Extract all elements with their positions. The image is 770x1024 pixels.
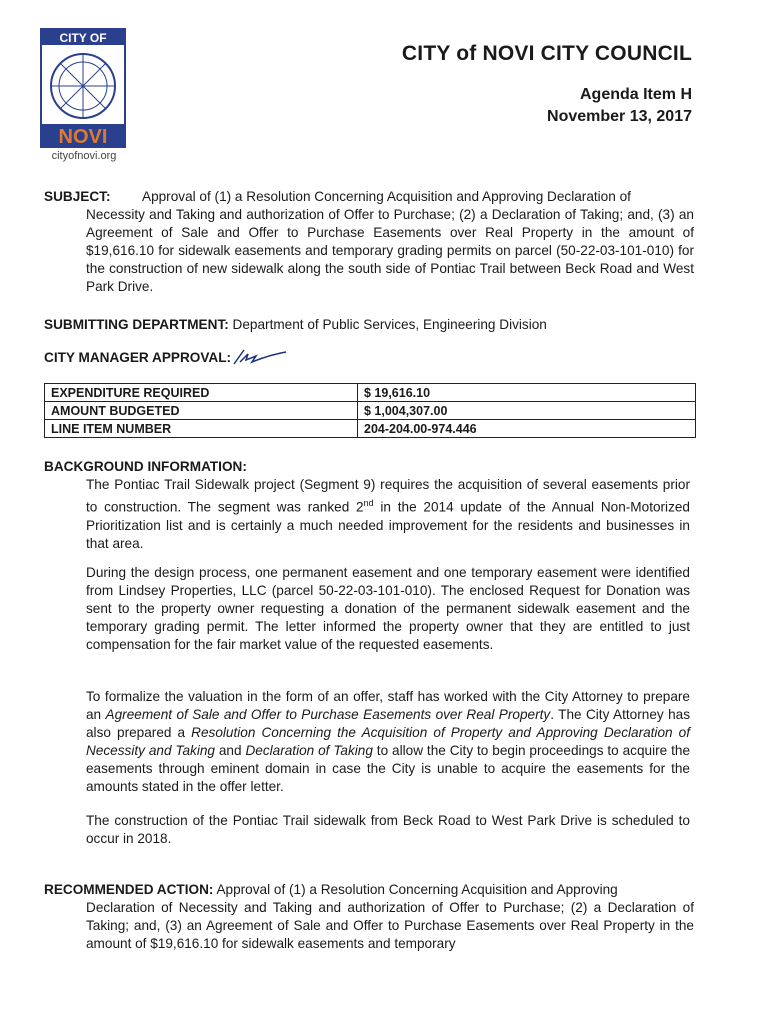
signature-icon — [230, 344, 290, 370]
table-cell-label: LINE ITEM NUMBER — [45, 420, 358, 438]
background-paragraph-4: The construction of the Pontiac Trail sidewalk from Beck Road to West Park Drive is scheduled to occur in 2018. — [86, 813, 690, 846]
city-seal-icon — [40, 28, 126, 148]
logo-top-text: CITY OF — [59, 31, 107, 45]
logo-bottom-text: NOVI — [58, 126, 108, 148]
subject-text: Necessity and Taking and authorization of Offer to Purchase; (2) a Declaration of Taking; and, (3) an Agreement of Sale and Offer to Purchase Easements over Real Property in the amount of $19,616.10 for sidewalk easements and temporary grading permits on parcel (50-22-03-101-010) for the construction of new sidewalk along the south side of Pontiac Trail between Beck Road and West Park Drive. — [86, 207, 694, 294]
p3-text-c: and — [214, 743, 246, 758]
recommended-text: Declaration of Necessity and Taking and authorization of Offer to Purchase; (2) a Declaration of Taking; and, (3) an Agreement of Sale and Offer to Purchase Easements over Real Property in the amount of $19,616.10 for sidewalk easements and temporary — [86, 900, 694, 951]
city-logo — [40, 28, 126, 148]
table-cell-value: $ 1,004,307.00 — [358, 402, 696, 420]
p3-text-a: To formalize the valuation in the form of an offer, staff has worked with the City Attorney to prepare an — [86, 689, 690, 722]
recommended-first-line: Approval of (1) a Resolution Concerning Acquisition and Approving — [216, 882, 618, 897]
p1-superscript: nd — [363, 498, 374, 508]
city-manager-approval — [44, 350, 694, 365]
p3-text-d: to allow the City to begin proceedings to acquire the easements through eminent domain in case the City is unable to acquire the easements for the amounts stated in the offer letter. — [86, 743, 691, 794]
page-title: CITY of NOVI CITY COUNCIL — [401, 42, 692, 65]
recommended-action — [44, 881, 694, 953]
p1-text-a: The Pontiac Trail Sidewalk project (Segment 9) requires the acquisition of several easements prior to construction. The segment was ranked 2 — [86, 477, 690, 515]
table-row — [45, 420, 696, 438]
table-cell-value: $ 19,616.10 — [358, 384, 696, 402]
p3-italic-2: Resolution Concerning the Acquisition of Property and Approving Declaration of Necessity and Taking — [86, 725, 690, 758]
background-title: BACKGROUND INFORMATION: — [44, 459, 247, 474]
approval-label: CITY MANAGER APPROVAL: — [44, 350, 232, 365]
table-cell-label: EXPENDITURE REQUIRED — [45, 384, 358, 402]
background-paragraph-2: During the design process, one permanent easement and one temporary easement were identified from Lindsey Properties, LLC (parcel 50-22-03-101-010). The enclosed Request for Donation was sent to the property owner requesting a donation of the permanent sidewalk easement and the temporary grading permit. The letter informed the property owner that they are entitled to just compensation for the fair market value of the requested easements. — [86, 565, 690, 652]
submitting-label: SUBMITTING DEPARTMENT: — [44, 317, 229, 332]
subject-section — [44, 188, 694, 296]
p3-italic-1: Agreement of Sale and Offer to Purchase Easements over Real Property — [105, 707, 551, 722]
expenditure-table — [44, 383, 696, 438]
subject-first-line: Approval of (1) a Resolution Concerning Acquisition and Approving Declaration of — [142, 189, 631, 204]
p1-text-b: in the 2014 update of the Annual Non-Motorized Prioritization list and is certainly a much needed improvement for the residents and businesses in that area. — [86, 499, 690, 551]
submitting-department — [44, 316, 694, 334]
agenda-info — [547, 84, 692, 128]
subject-label: SUBJECT: — [44, 189, 111, 204]
p3-text-b: . The City Attorney has also prepared a — [86, 707, 691, 740]
table-row — [45, 402, 696, 420]
agenda-date: November 13, 2017 — [547, 108, 692, 125]
p3-italic-3: Declaration of Taking — [245, 743, 373, 758]
table-cell-value: 204-204.00-974.446 — [358, 420, 696, 438]
submitting-value: Department of Public Services, Engineering Division — [232, 317, 547, 332]
background-paragraph-3 — [86, 688, 690, 796]
recommended-label: RECOMMENDED ACTION: — [44, 882, 214, 897]
table-row — [45, 384, 696, 402]
agenda-item: Agenda Item H — [579, 86, 692, 103]
table-cell-label: AMOUNT BUDGETED — [45, 402, 358, 420]
background-paragraph-1 — [86, 476, 690, 553]
logo-url: cityofnovi.org — [51, 150, 117, 162]
